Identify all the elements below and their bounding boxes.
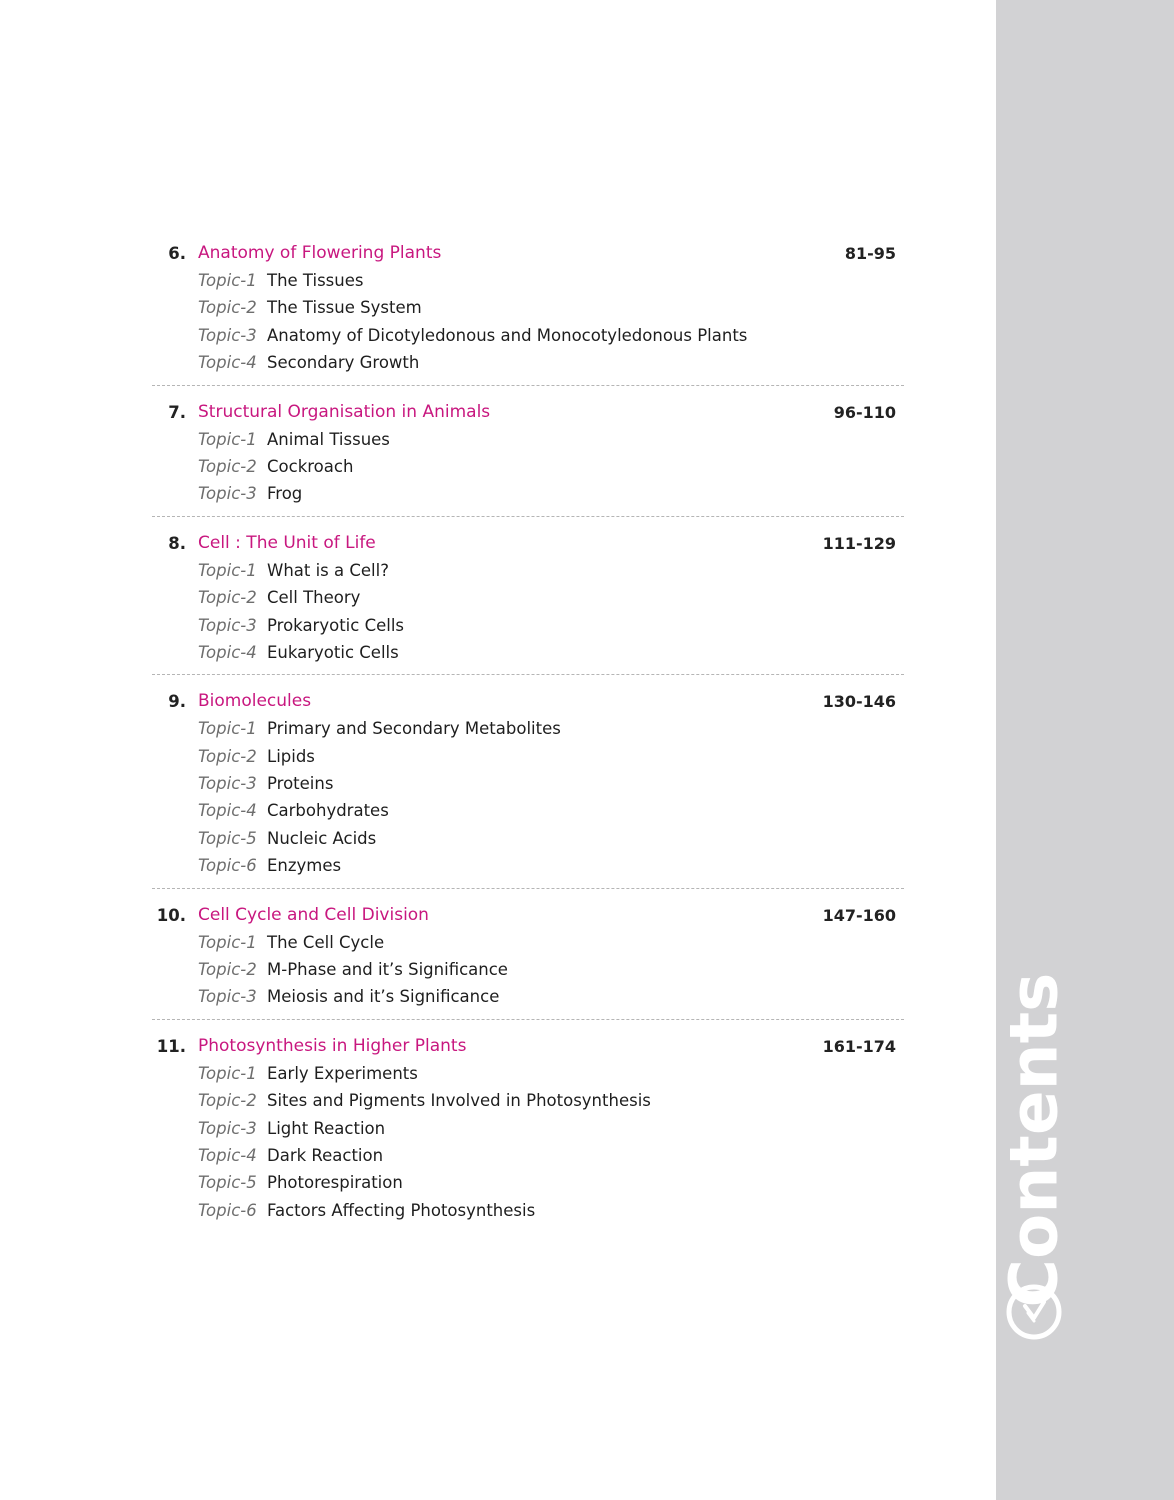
topic-row — [152, 1087, 904, 1114]
chapter-entry — [152, 240, 904, 377]
topic-title: Light Reaction — [267, 1118, 386, 1138]
chapter-pages: 81-95 — [844, 244, 896, 263]
circle-chevron-icon — [1004, 1282, 1064, 1342]
topic-label: Topic-1 — [198, 271, 257, 290]
topic-row — [152, 770, 904, 797]
chapter-number: 11. — [156, 1036, 186, 1056]
topic-title: The Cell Cycle — [267, 932, 385, 952]
chapter-entry — [152, 1019, 904, 1224]
chapter-number: 7. — [168, 402, 186, 422]
topic-label: Topic-3 — [198, 325, 257, 345]
topic-label: Topic-2 — [198, 1091, 257, 1111]
topic-row — [152, 1142, 904, 1169]
chapter-heading — [152, 902, 904, 929]
topic-row — [152, 557, 904, 584]
topic-row — [152, 852, 904, 879]
topic-title: Carbohydrates — [267, 801, 389, 821]
topic-label: Topic-3 — [198, 1118, 257, 1138]
chapter-pages: 96-110 — [833, 402, 896, 422]
topic-title: Eukaryotic Cells — [267, 642, 399, 662]
topic-row — [152, 426, 904, 453]
chapter-heading — [152, 1033, 904, 1060]
chapter-title: Cell : The Unit of Life — [198, 532, 376, 553]
topic-title: Frog — [267, 484, 303, 504]
topic-label: Topic-3 — [198, 484, 257, 504]
topic-label: Topic-2 — [198, 960, 257, 980]
topic-row — [152, 797, 904, 824]
topic-label: Topic-4 — [198, 801, 257, 821]
topic-title: The Tissue System — [267, 298, 422, 318]
topic-title: Cell Theory — [267, 588, 361, 608]
topic-title: The Tissues — [267, 271, 364, 290]
topic-row — [152, 322, 904, 349]
topic-label: Topic-2 — [198, 588, 257, 608]
topic-row — [152, 267, 904, 294]
topic-label: Topic-1 — [198, 932, 257, 952]
topic-label: Topic-5 — [198, 1173, 257, 1193]
topic-title: Enzymes — [267, 856, 342, 876]
topic-title: Lipids — [267, 746, 315, 766]
chapter-pages: 161-174 — [822, 1036, 896, 1056]
topic-row — [152, 956, 904, 983]
chapter-heading — [152, 688, 904, 715]
topic-row — [152, 825, 904, 852]
topic-label: Topic-4 — [198, 1145, 257, 1165]
topic-label: Topic-6 — [198, 1200, 257, 1220]
topic-row — [152, 1169, 904, 1196]
topic-title: Primary and Secondary Metabolites — [267, 719, 561, 739]
topic-label: Topic-3 — [198, 615, 257, 635]
chapter-entry — [152, 674, 904, 879]
topic-label: Topic-1 — [198, 429, 257, 449]
chapter-entry — [152, 888, 904, 1011]
topic-title: Early Experiments — [267, 1063, 418, 1083]
topic-title: Secondary Growth — [267, 353, 420, 373]
chapter-heading — [152, 399, 904, 426]
topic-label: Topic-1 — [198, 1063, 257, 1083]
topic-row — [152, 1115, 904, 1142]
topic-row — [152, 743, 904, 770]
chapter-title: Cell Cycle and Cell Division — [198, 904, 429, 925]
chapter-title: Biomolecules — [198, 691, 312, 712]
topic-title: Proteins — [267, 774, 334, 794]
topic-row — [152, 1197, 904, 1224]
topic-label: Topic-3 — [198, 987, 257, 1007]
topic-label: Topic-2 — [198, 456, 257, 476]
table-of-contents — [152, 240, 904, 1224]
topic-title: Cockroach — [267, 456, 354, 476]
chapter-title: Anatomy of Flowering Plants — [198, 243, 442, 263]
chapter-heading — [152, 240, 904, 267]
topic-row — [152, 612, 904, 639]
topic-title: Meiosis and it’s Significance — [267, 987, 500, 1007]
chapter-title: Structural Organisation in Animals — [198, 401, 491, 422]
topic-title: Factors Affecting Photosynthesis — [267, 1200, 536, 1220]
topic-title: Dark Reaction — [267, 1145, 384, 1165]
chapter-pages: 111-129 — [822, 533, 896, 553]
chapter-pages: 130-146 — [822, 692, 896, 712]
topic-label: Topic-6 — [198, 856, 257, 876]
topic-label: Topic-3 — [198, 774, 257, 794]
topic-label: Topic-2 — [198, 746, 257, 766]
sidebar-title: Contents — [995, 972, 1073, 1308]
topic-row — [152, 715, 904, 742]
topic-title: Sites and Pigments Involved in Photosynthesis — [267, 1091, 651, 1111]
topic-row — [152, 294, 904, 321]
chapter-number: 8. — [168, 533, 186, 553]
chapter-heading — [152, 530, 904, 557]
topic-row — [152, 453, 904, 480]
topic-row — [152, 639, 904, 666]
topic-row — [152, 584, 904, 611]
topic-label: Topic-4 — [198, 353, 257, 373]
topic-row — [152, 1060, 904, 1087]
topic-label: Topic-1 — [198, 719, 257, 739]
chapter-number: 9. — [168, 692, 186, 712]
topic-label: Topic-1 — [198, 560, 257, 580]
topic-title: Prokaryotic Cells — [267, 615, 405, 635]
topic-title: M-Phase and it’s Significance — [267, 960, 508, 980]
topic-label: Topic-4 — [198, 642, 257, 662]
topic-row — [152, 349, 904, 376]
topic-title: What is a Cell? — [267, 560, 389, 580]
topic-row — [152, 983, 904, 1010]
topic-title: Nucleic Acids — [267, 828, 377, 848]
topic-title: Animal Tissues — [267, 429, 390, 449]
chapter-title: Photosynthesis in Higher Plants — [198, 1035, 467, 1056]
chapter-pages: 147-160 — [822, 905, 896, 925]
topic-label: Topic-2 — [198, 298, 257, 318]
chapter-number: 6. — [168, 244, 186, 263]
topic-row — [152, 480, 904, 507]
chapter-entry — [152, 385, 904, 508]
topic-title: Anatomy of Dicotyledonous and Monocotyledonous Plants — [267, 325, 748, 345]
topic-label: Topic-5 — [198, 828, 257, 848]
topic-title: Photorespiration — [267, 1173, 403, 1193]
topic-row — [152, 929, 904, 956]
chapter-entry — [152, 516, 904, 667]
chapter-number: 10. — [156, 905, 186, 925]
